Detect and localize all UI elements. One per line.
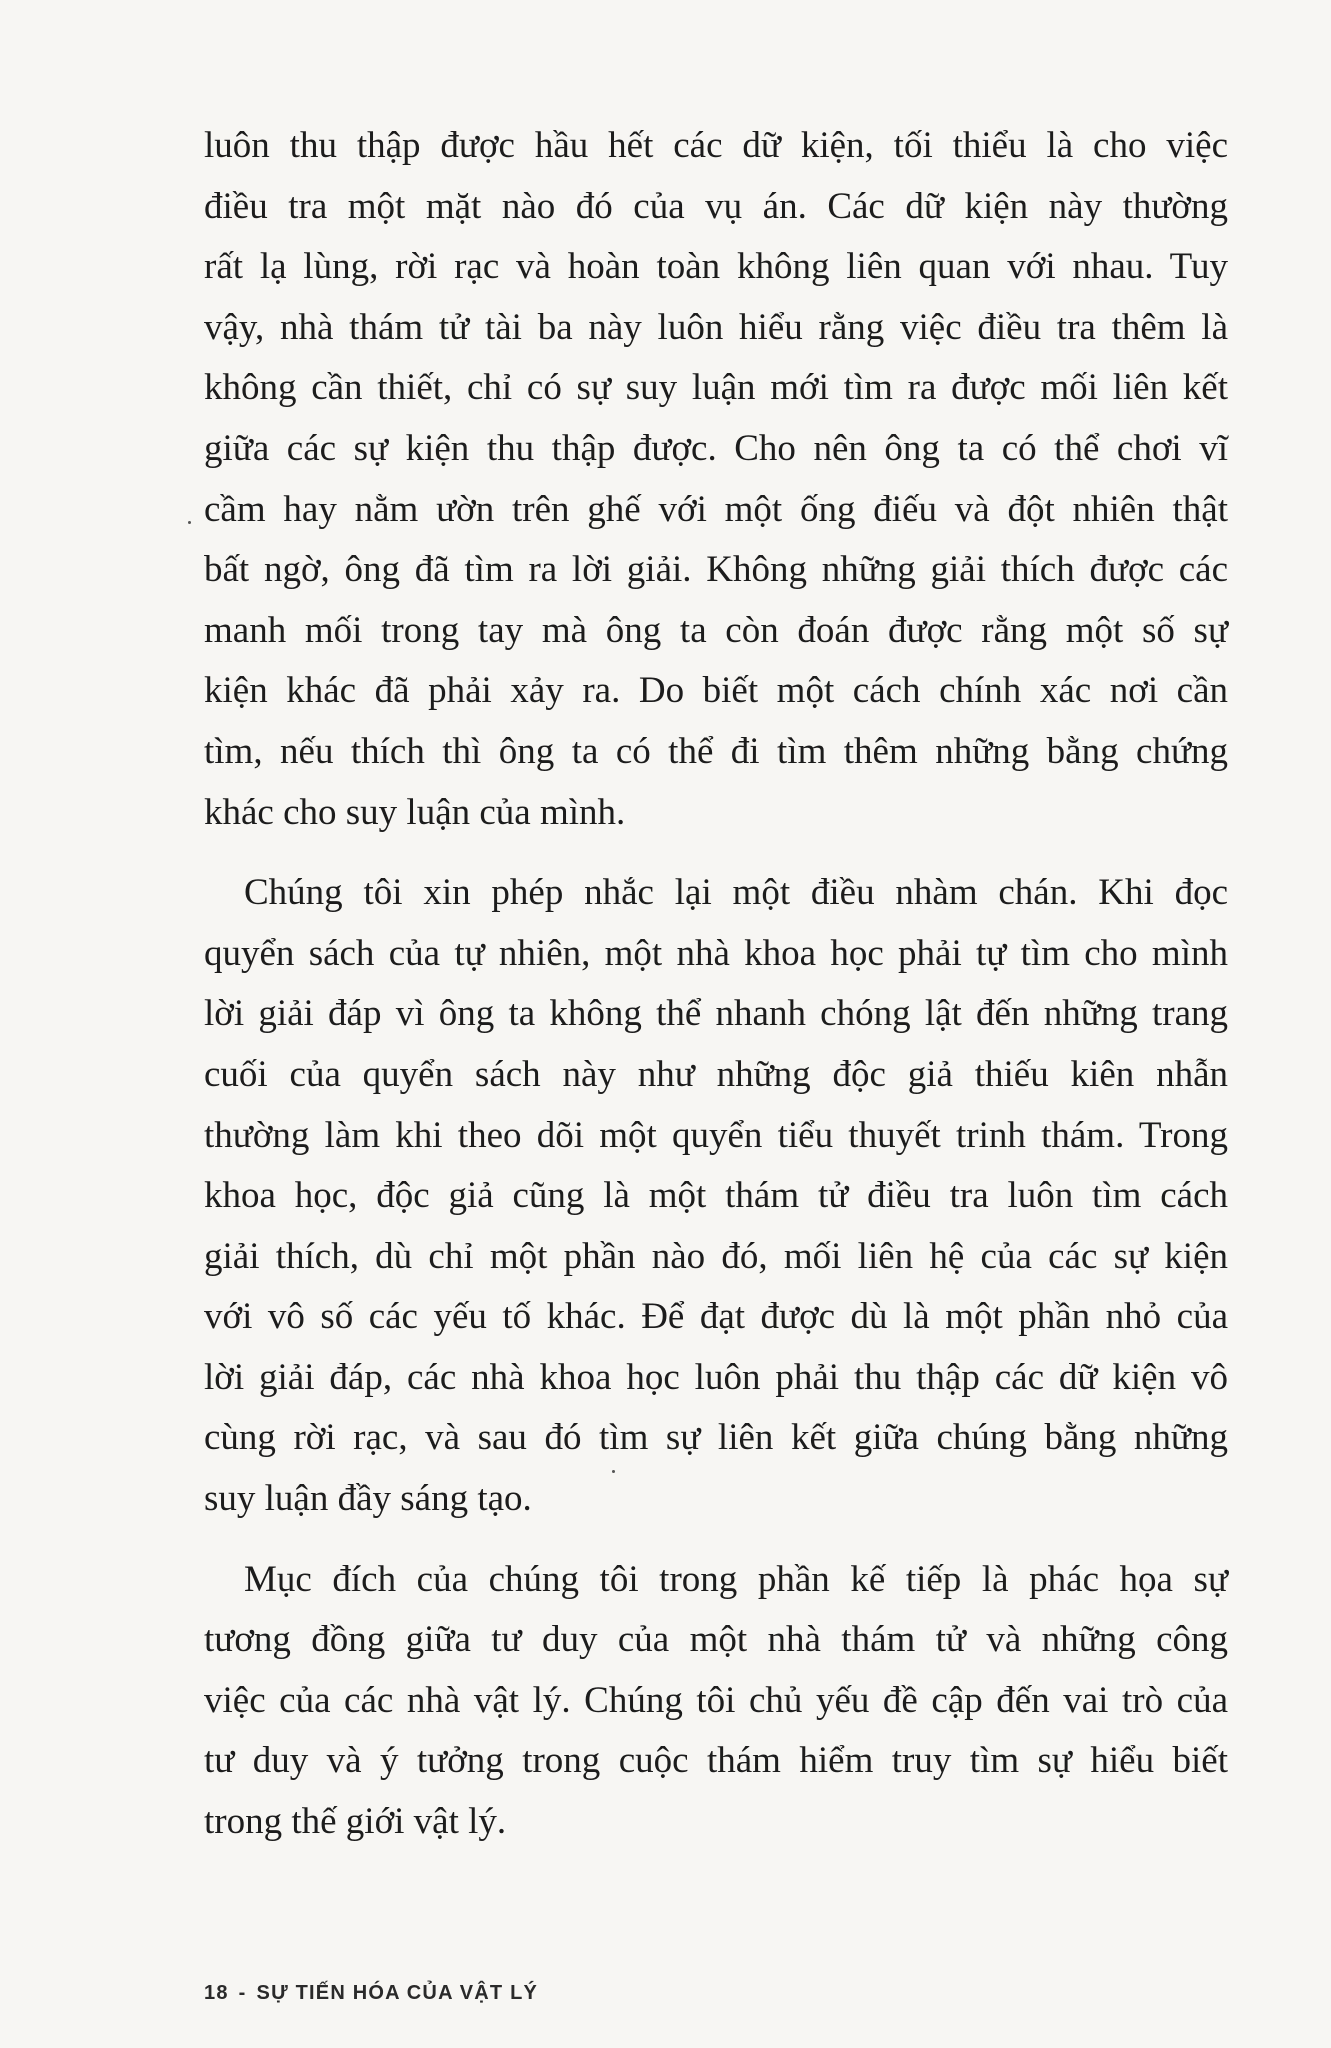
text-line: với vô số các yếu tố khác. Để đạt được dù là một phần nhỏ của bbox=[204, 1296, 1228, 1338]
text-line: điều tra một mặt nào đó của vụ án. Các dữ kiện này thường bbox=[204, 185, 1228, 227]
text-line: giữa các sự kiện thu thập được. Cho nên ông ta có thể chơi vĩ bbox=[204, 427, 1228, 469]
page-number: 18 bbox=[204, 1982, 229, 2004]
text-line: không cần thiết, chỉ có sự suy luận mới tìm ra được mối liên kết bbox=[204, 367, 1228, 409]
text-line: khác cho suy luận của mình. bbox=[204, 791, 626, 833]
paragraph-3 bbox=[204, 1550, 1228, 1853]
text-line: giải thích, dù chỉ một phần nào đó, mối liên hệ của các sự kiện bbox=[204, 1235, 1228, 1277]
text-line: vậy, nhà thám tử tài ba này luôn hiểu rằng việc điều tra thêm là bbox=[204, 306, 1228, 348]
text-line: cùng rời rạc, và sau đó tìm sự liên kết giữa chúng bằng những bbox=[204, 1417, 1228, 1459]
running-footer bbox=[204, 1982, 538, 2005]
text-line: tư duy và ý tưởng trong cuộc thám hiểm truy tìm sự hiểu biết bbox=[204, 1740, 1228, 1782]
text-line: Mục đích của chúng tôi trong phần kế tiếp là phác họa sự bbox=[244, 1558, 1228, 1600]
text-line: tương đồng giữa tư duy của một nhà thám tử và những công bbox=[204, 1619, 1228, 1661]
text-line: lời giải đáp, các nhà khoa học luôn phải thu thập các dữ kiện vô bbox=[204, 1356, 1228, 1398]
body-text bbox=[204, 116, 1228, 1853]
print-speck bbox=[188, 521, 191, 524]
text-line: khoa học, độc giả cũng là một thám tử điều tra luôn tìm cách bbox=[204, 1175, 1228, 1217]
paragraph-2 bbox=[204, 863, 1228, 1530]
text-line: Chúng tôi xin phép nhắc lại một điều nhàm chán. Khi đọc bbox=[244, 872, 1228, 914]
text-line: luôn thu thập được hầu hết các dữ kiện, tối thiểu là cho việc bbox=[204, 125, 1228, 166]
text-line: kiện khác đã phải xảy ra. Do biết một cách chính xác nơi cần bbox=[204, 670, 1228, 712]
book-title: SỰ TIẾN HÓA CỦA VẬT LÝ bbox=[256, 1982, 539, 2004]
text-line: cầm hay nằm ườn trên ghế với một ống điếu và đột nhiên thật bbox=[204, 488, 1228, 530]
text-line: lời giải đáp vì ông ta không thể nhanh chóng lật đến những trang bbox=[204, 993, 1228, 1035]
text-line: cuối của quyển sách này như những độc giả thiếu kiên nhẫn bbox=[204, 1053, 1228, 1095]
text-line: trong thế giới vật lý. bbox=[204, 1801, 507, 1843]
text-line: bất ngờ, ông đã tìm ra lời giải. Không những giải thích được các bbox=[204, 549, 1228, 591]
paragraph-1 bbox=[204, 116, 1228, 843]
footer-separator: - bbox=[238, 1982, 247, 2004]
text-line: rất lạ lùng, rời rạc và hoàn toàn không liên quan với nhau. Tuy bbox=[204, 246, 1228, 288]
text-line: việc của các nhà vật lý. Chúng tôi chủ yếu đề cập đến vai trò của bbox=[204, 1679, 1228, 1721]
text-line: manh mối trong tay mà ông ta còn đoán được rằng một số sự bbox=[204, 609, 1228, 651]
print-speck bbox=[612, 1470, 615, 1473]
text-line: quyển sách của tự nhiên, một nhà khoa học phải tự tìm cho mình bbox=[204, 932, 1228, 974]
text-line: thường làm khi theo dõi một quyển tiểu thuyết trinh thám. Trong bbox=[204, 1114, 1228, 1156]
text-line: tìm, nếu thích thì ông ta có thể đi tìm thêm những bằng chứng bbox=[204, 730, 1228, 772]
text-line: suy luận đầy sáng tạo. bbox=[204, 1478, 532, 1520]
